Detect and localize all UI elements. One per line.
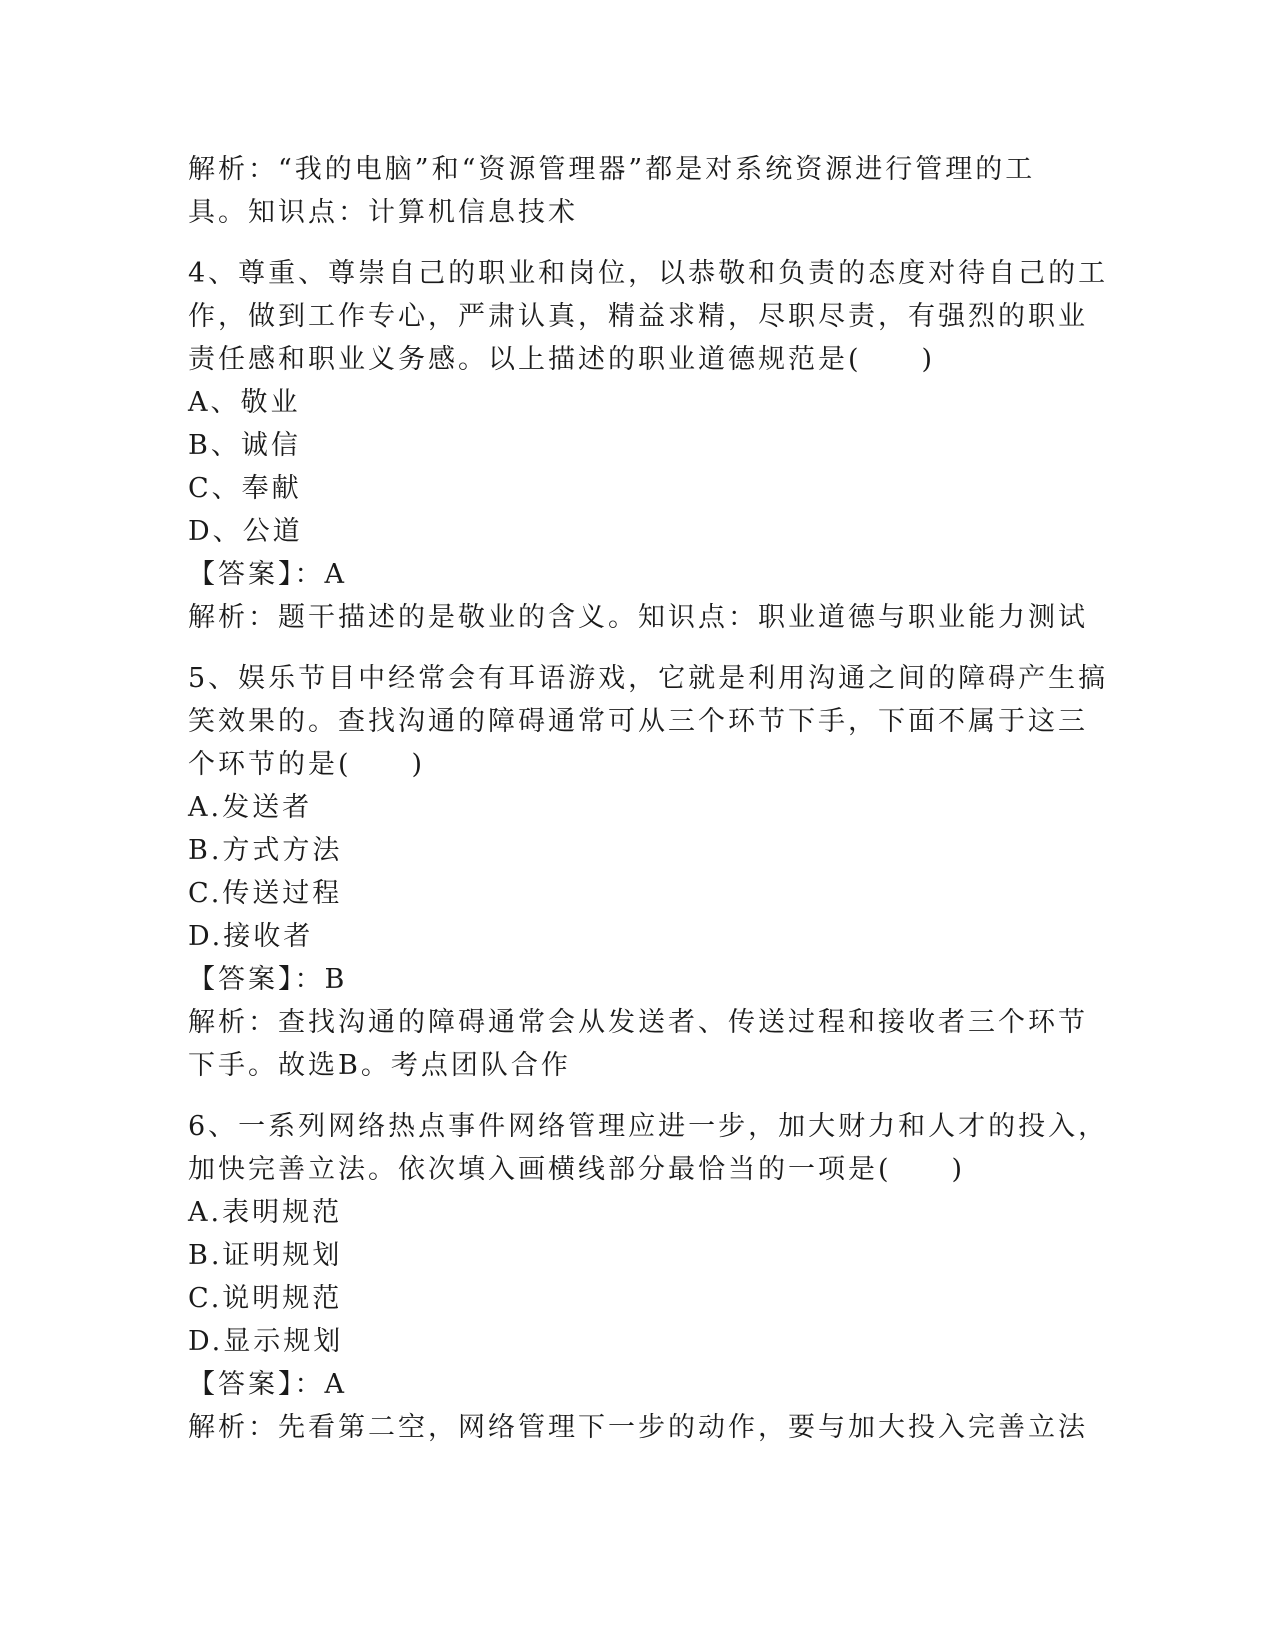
option-d: D、公道 [188,516,303,547]
option-d: D.接收者 [188,921,314,952]
question-stem-line: 5、娱乐节目中经常会有耳语游戏，它就是利用沟通之间的障碍产生搞 [188,663,1109,694]
answer-line: 【答案】：A [188,559,347,590]
analysis-line: 具。知识点：计算机信息技术 [188,197,578,228]
question-stem-line: 笑效果的。查找沟通的障碍通常可从三个环节下手，下面不属于这三 [188,706,1088,737]
option-a: A、敬业 [188,387,301,418]
option-c: C.传送过程 [188,878,343,909]
option-b: B、诚信 [188,430,301,461]
option-b: B.证明规划 [188,1240,343,1271]
analysis-line: 解析：题干描述的是敬业的含义。知识点：职业道德与职业能力测试 [188,602,1088,633]
question-stem-line: 个环节的是( ) [188,749,426,780]
document-page [188,148,1109,1449]
analysis-line: 下手。故选B。考点团队合作 [188,1050,571,1081]
answer-line: 【答案】：A [188,1369,347,1400]
intro-analysis [188,148,1088,234]
option-c: C.说明规范 [188,1283,343,1314]
analysis-line: 解析：“我的电脑”和“资源管理器”都是对系统资源进行管理的工 [188,154,1036,185]
question-stem-line: 4、尊重、尊崇自己的职业和岗位，以恭敬和负责的态度对待自己的工 [188,258,1109,289]
answer-line: 【答案】：B [188,964,348,995]
question-stem-line: 加快完善立法。依次填入画横线部分最恰当的一项是( ) [188,1154,966,1185]
question-5 [188,657,1109,1087]
option-a: A.表明规范 [188,1197,343,1228]
option-a: A.发送者 [188,792,313,823]
analysis-line: 解析：查找沟通的障碍通常会从发送者、传送过程和接收者三个环节 [188,1007,1088,1038]
question-4 [188,252,1109,639]
analysis-line: 解析：先看第二空，网络管理下一步的动作，要与加大投入完善立法 [188,1412,1088,1443]
question-6 [188,1105,1109,1449]
option-d: D.显示规划 [188,1326,344,1357]
option-b: B.方式方法 [188,835,343,866]
option-c: C、奉献 [188,473,302,504]
question-stem-line: 6、一系列网络热点事件网络管理应进一步，加大财力和人才的投入， [188,1111,1109,1142]
question-stem-line: 责任感和职业义务感。以上描述的职业道德规范是( ) [188,344,936,375]
question-stem-line: 作，做到工作专心，严肃认真，精益求精，尽职尽责，有强烈的职业 [188,301,1088,332]
